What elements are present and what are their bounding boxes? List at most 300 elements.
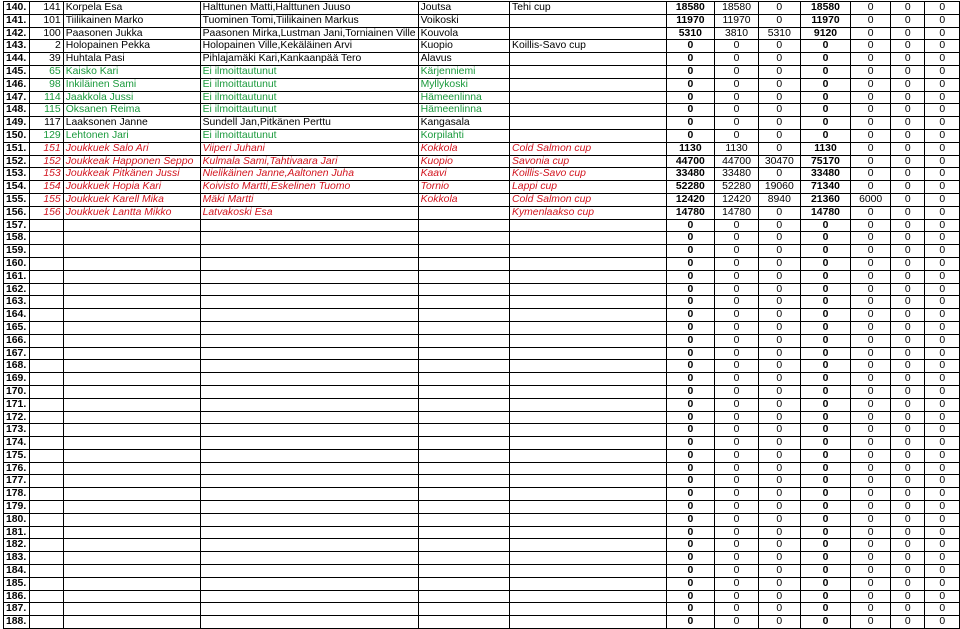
score-cell-6: 0 — [890, 360, 924, 373]
cup-name-cell: Koillis-Savo cup — [510, 168, 667, 181]
score-cell-6: 0 — [890, 488, 924, 501]
entry-number-cell: 39 — [29, 53, 63, 66]
score-cell-5: 0 — [851, 245, 891, 258]
score-cell-6: 0 — [890, 296, 924, 309]
score-cell-1: 0 — [666, 462, 715, 475]
skipper-name-cell — [63, 475, 200, 488]
skipper-name-cell — [63, 360, 200, 373]
position-cell: 161. — [4, 270, 30, 283]
score-cell-3: 0 — [758, 411, 800, 424]
score-cell-1: 0 — [666, 257, 715, 270]
score-cell-6: 0 — [890, 411, 924, 424]
position-cell: 167. — [4, 347, 30, 360]
score-cell-2: 1130 — [715, 142, 759, 155]
score-cell-5: 0 — [851, 181, 891, 194]
score-cell-2: 0 — [715, 53, 759, 66]
hometown-cell — [418, 296, 509, 309]
score-cell-5: 0 — [851, 488, 891, 501]
score-cell-7: 0 — [925, 193, 960, 206]
score-cell-5: 0 — [851, 360, 891, 373]
score-cell-5: 0 — [851, 129, 891, 142]
cup-name-cell — [510, 526, 667, 539]
crew-names-cell: Pihlajamäki Kari,Kankaanpää Tero — [200, 53, 418, 66]
score-cell-3: 0 — [758, 117, 800, 130]
score-cell-6: 0 — [890, 142, 924, 155]
entry-number-cell — [29, 334, 63, 347]
position-cell: 173. — [4, 424, 30, 437]
table-row — [4, 168, 960, 181]
position-cell: 140. — [4, 2, 30, 15]
score-cell-6: 0 — [890, 373, 924, 386]
score-cell-5: 0 — [851, 373, 891, 386]
hometown-cell — [418, 424, 509, 437]
score-cell-5: 0 — [851, 14, 891, 27]
score-cell-6: 0 — [890, 168, 924, 181]
score-cell-6: 0 — [890, 309, 924, 322]
crew-names-cell — [200, 245, 418, 258]
score-cell-6: 0 — [890, 462, 924, 475]
score-cell-3: 0 — [758, 104, 800, 117]
score-cell-4: 0 — [800, 577, 851, 590]
score-cell-5: 0 — [851, 321, 891, 334]
score-cell-7: 0 — [925, 168, 960, 181]
score-cell-3: 30470 — [758, 155, 800, 168]
skipper-name-cell — [63, 257, 200, 270]
cup-name-cell — [510, 398, 667, 411]
score-cell-1: 0 — [666, 78, 715, 91]
crew-names-cell: Kulmala Sami,Tahtivaara Jari — [200, 155, 418, 168]
score-cell-3: 0 — [758, 347, 800, 360]
score-cell-3: 5310 — [758, 27, 800, 40]
score-cell-5: 0 — [851, 334, 891, 347]
score-cell-7: 0 — [925, 603, 960, 616]
score-cell-1: 0 — [666, 321, 715, 334]
cup-name-cell — [510, 78, 667, 91]
table-row — [4, 155, 960, 168]
table-row — [4, 462, 960, 475]
score-cell-2: 12420 — [715, 193, 759, 206]
crew-names-cell — [200, 360, 418, 373]
score-cell-2: 18580 — [715, 2, 759, 15]
score-cell-6: 0 — [890, 206, 924, 219]
entry-number-cell: 154 — [29, 181, 63, 194]
cup-name-cell — [510, 309, 667, 322]
score-cell-4: 21360 — [800, 193, 851, 206]
score-cell-7: 0 — [925, 526, 960, 539]
position-cell: 151. — [4, 142, 30, 155]
skipper-name-cell — [63, 232, 200, 245]
skipper-name-cell: Tiilikainen Marko — [63, 14, 200, 27]
score-cell-7: 0 — [925, 321, 960, 334]
score-cell-5: 0 — [851, 27, 891, 40]
score-cell-5: 0 — [851, 206, 891, 219]
score-cell-6: 0 — [890, 40, 924, 53]
score-cell-4: 0 — [800, 219, 851, 232]
cup-name-cell — [510, 245, 667, 258]
hometown-cell — [418, 270, 509, 283]
position-cell: 150. — [4, 129, 30, 142]
score-cell-1: 1130 — [666, 142, 715, 155]
table-row — [4, 398, 960, 411]
crew-names-cell — [200, 488, 418, 501]
cup-name-cell — [510, 270, 667, 283]
score-cell-2: 11970 — [715, 14, 759, 27]
table-row — [4, 360, 960, 373]
position-cell: 164. — [4, 309, 30, 322]
score-cell-6: 0 — [890, 590, 924, 603]
entry-number-cell — [29, 526, 63, 539]
position-cell: 144. — [4, 53, 30, 66]
hometown-cell: Kuopio — [418, 40, 509, 53]
score-cell-7: 0 — [925, 565, 960, 578]
score-cell-5: 6000 — [851, 193, 891, 206]
score-cell-5: 0 — [851, 437, 891, 450]
table-row — [4, 181, 960, 194]
score-cell-1: 0 — [666, 411, 715, 424]
score-cell-4: 0 — [800, 296, 851, 309]
hometown-cell — [418, 232, 509, 245]
skipper-name-cell — [63, 590, 200, 603]
score-cell-6: 0 — [890, 245, 924, 258]
score-cell-4: 0 — [800, 91, 851, 104]
score-cell-1: 44700 — [666, 155, 715, 168]
crew-names-cell — [200, 385, 418, 398]
score-cell-7: 0 — [925, 27, 960, 40]
score-cell-3: 8940 — [758, 193, 800, 206]
score-cell-7: 0 — [925, 104, 960, 117]
score-cell-5: 0 — [851, 411, 891, 424]
score-cell-1: 0 — [666, 475, 715, 488]
score-cell-7: 0 — [925, 65, 960, 78]
score-cell-6: 0 — [890, 501, 924, 514]
hometown-cell — [418, 475, 509, 488]
entry-number-cell: 65 — [29, 65, 63, 78]
score-cell-2: 0 — [715, 603, 759, 616]
score-cell-4: 0 — [800, 488, 851, 501]
crew-names-cell — [200, 437, 418, 450]
cup-name-cell — [510, 65, 667, 78]
score-cell-3: 0 — [758, 257, 800, 270]
score-cell-4: 0 — [800, 539, 851, 552]
score-cell-4: 0 — [800, 385, 851, 398]
score-cell-5: 0 — [851, 513, 891, 526]
score-cell-1: 0 — [666, 40, 715, 53]
hometown-cell: Kokkola — [418, 142, 509, 155]
score-cell-3: 0 — [758, 2, 800, 15]
crew-names-cell — [200, 398, 418, 411]
cup-name-cell — [510, 501, 667, 514]
score-cell-6: 0 — [890, 155, 924, 168]
position-cell: 187. — [4, 603, 30, 616]
score-cell-3: 0 — [758, 603, 800, 616]
score-cell-4: 0 — [800, 309, 851, 322]
crew-names-cell: Halttunen Matti,Halttunen Juuso — [200, 2, 418, 15]
hometown-cell — [418, 449, 509, 462]
score-cell-4: 0 — [800, 373, 851, 386]
score-cell-7: 0 — [925, 78, 960, 91]
score-cell-3: 19060 — [758, 181, 800, 194]
crew-names-cell: Tuominen Tomi,Tiilikainen Markus — [200, 14, 418, 27]
position-cell: 159. — [4, 245, 30, 258]
crew-names-cell — [200, 232, 418, 245]
score-cell-1: 0 — [666, 65, 715, 78]
score-cell-5: 0 — [851, 398, 891, 411]
cup-name-cell — [510, 552, 667, 565]
entry-number-cell — [29, 488, 63, 501]
table-row — [4, 104, 960, 117]
score-cell-7: 0 — [925, 360, 960, 373]
score-cell-5: 0 — [851, 462, 891, 475]
table-row — [4, 257, 960, 270]
cup-name-cell — [510, 488, 667, 501]
skipper-name-cell — [63, 513, 200, 526]
skipper-name-cell — [63, 552, 200, 565]
cup-name-cell: Kymenlaakso cup — [510, 206, 667, 219]
score-cell-1: 52280 — [666, 181, 715, 194]
crew-names-cell — [200, 590, 418, 603]
crew-names-cell — [200, 309, 418, 322]
hometown-cell — [418, 501, 509, 514]
position-cell: 186. — [4, 590, 30, 603]
position-cell: 171. — [4, 398, 30, 411]
score-cell-7: 0 — [925, 437, 960, 450]
hometown-cell — [418, 437, 509, 450]
score-cell-6: 0 — [890, 449, 924, 462]
hometown-cell — [418, 321, 509, 334]
cup-name-cell: Cold Salmon cup — [510, 142, 667, 155]
skipper-name-cell: Lehtonen Jari — [63, 129, 200, 142]
score-cell-7: 0 — [925, 385, 960, 398]
score-cell-4: 0 — [800, 65, 851, 78]
cup-name-cell — [510, 462, 667, 475]
position-cell: 166. — [4, 334, 30, 347]
score-cell-2: 0 — [715, 398, 759, 411]
entry-number-cell — [29, 347, 63, 360]
table-row — [4, 590, 960, 603]
hometown-cell: Myllykoski — [418, 78, 509, 91]
entry-number-cell — [29, 565, 63, 578]
crew-names-cell — [200, 373, 418, 386]
score-cell-2: 3810 — [715, 27, 759, 40]
hometown-cell — [418, 590, 509, 603]
score-cell-2: 0 — [715, 321, 759, 334]
skipper-name-cell — [63, 347, 200, 360]
score-cell-7: 0 — [925, 475, 960, 488]
table-row — [4, 27, 960, 40]
cup-name-cell — [510, 232, 667, 245]
score-cell-3: 0 — [758, 475, 800, 488]
crew-names-cell — [200, 577, 418, 590]
table-row — [4, 65, 960, 78]
table-row — [4, 53, 960, 66]
table-row — [4, 539, 960, 552]
score-cell-7: 0 — [925, 117, 960, 130]
crew-names-cell — [200, 334, 418, 347]
crew-names-cell — [200, 449, 418, 462]
skipper-name-cell — [63, 424, 200, 437]
score-cell-6: 0 — [890, 347, 924, 360]
score-cell-7: 0 — [925, 155, 960, 168]
crew-names-cell — [200, 347, 418, 360]
score-cell-3: 0 — [758, 14, 800, 27]
score-cell-4: 18580 — [800, 2, 851, 15]
skipper-name-cell: Joukkuek Karell Mika — [63, 193, 200, 206]
crew-names-cell — [200, 475, 418, 488]
table-row — [4, 513, 960, 526]
position-cell: 157. — [4, 219, 30, 232]
score-cell-5: 0 — [851, 552, 891, 565]
score-cell-1: 0 — [666, 526, 715, 539]
entry-number-cell: 100 — [29, 27, 63, 40]
entry-number-cell — [29, 577, 63, 590]
score-cell-2: 0 — [715, 347, 759, 360]
hometown-cell: Tornio — [418, 181, 509, 194]
score-cell-7: 0 — [925, 552, 960, 565]
crew-names-cell: Ei ilmoittautunut — [200, 104, 418, 117]
score-cell-3: 0 — [758, 78, 800, 91]
score-cell-1: 0 — [666, 616, 715, 629]
score-cell-4: 0 — [800, 360, 851, 373]
table-row — [4, 347, 960, 360]
score-cell-6: 0 — [890, 270, 924, 283]
entry-number-cell — [29, 245, 63, 258]
score-cell-2: 52280 — [715, 181, 759, 194]
entry-number-cell — [29, 501, 63, 514]
table-row — [4, 577, 960, 590]
cup-name-cell — [510, 424, 667, 437]
score-cell-3: 0 — [758, 91, 800, 104]
position-cell: 155. — [4, 193, 30, 206]
table-row — [4, 437, 960, 450]
cup-name-cell — [510, 437, 667, 450]
position-cell: 175. — [4, 449, 30, 462]
score-cell-1: 0 — [666, 590, 715, 603]
score-cell-2: 0 — [715, 334, 759, 347]
score-cell-2: 44700 — [715, 155, 759, 168]
score-cell-2: 0 — [715, 245, 759, 258]
score-cell-5: 0 — [851, 577, 891, 590]
score-cell-1: 33480 — [666, 168, 715, 181]
hometown-cell: Kangasala — [418, 117, 509, 130]
score-cell-3: 0 — [758, 283, 800, 296]
score-cell-5: 0 — [851, 142, 891, 155]
score-cell-3: 0 — [758, 129, 800, 142]
entry-number-cell: 114 — [29, 91, 63, 104]
score-cell-4: 75170 — [800, 155, 851, 168]
score-cell-7: 0 — [925, 411, 960, 424]
cup-name-cell — [510, 385, 667, 398]
cup-name-cell — [510, 257, 667, 270]
skipper-name-cell: Joukkeak Happonen Seppo — [63, 155, 200, 168]
score-cell-6: 0 — [890, 616, 924, 629]
score-cell-1: 0 — [666, 347, 715, 360]
skipper-name-cell: Joukkuek Salo Ari — [63, 142, 200, 155]
score-cell-2: 0 — [715, 539, 759, 552]
score-cell-7: 0 — [925, 590, 960, 603]
position-cell: 181. — [4, 526, 30, 539]
hometown-cell: Joutsa — [418, 2, 509, 15]
score-cell-7: 0 — [925, 424, 960, 437]
score-cell-7: 0 — [925, 296, 960, 309]
entry-number-cell: 155 — [29, 193, 63, 206]
table-row — [4, 488, 960, 501]
score-cell-1: 0 — [666, 577, 715, 590]
position-cell: 143. — [4, 40, 30, 53]
position-cell: 170. — [4, 385, 30, 398]
score-cell-1: 0 — [666, 398, 715, 411]
score-cell-5: 0 — [851, 232, 891, 245]
score-cell-5: 0 — [851, 270, 891, 283]
score-cell-3: 0 — [758, 142, 800, 155]
hometown-cell — [418, 373, 509, 386]
hometown-cell: Hämeenlinna — [418, 91, 509, 104]
score-cell-3: 0 — [758, 577, 800, 590]
crew-names-cell — [200, 411, 418, 424]
entry-number-cell: 2 — [29, 40, 63, 53]
score-cell-2: 0 — [715, 283, 759, 296]
score-cell-2: 0 — [715, 552, 759, 565]
entry-number-cell: 117 — [29, 117, 63, 130]
hometown-cell: Kouvola — [418, 27, 509, 40]
skipper-name-cell — [63, 270, 200, 283]
score-cell-6: 0 — [890, 321, 924, 334]
score-cell-2: 0 — [715, 462, 759, 475]
position-cell: 172. — [4, 411, 30, 424]
score-cell-3: 0 — [758, 488, 800, 501]
skipper-name-cell: Joukkuek Hopia Kari — [63, 181, 200, 194]
cup-name-cell — [510, 334, 667, 347]
score-cell-1: 0 — [666, 104, 715, 117]
score-cell-3: 0 — [758, 552, 800, 565]
score-cell-2: 0 — [715, 616, 759, 629]
score-cell-2: 0 — [715, 309, 759, 322]
score-cell-4: 0 — [800, 590, 851, 603]
score-cell-4: 0 — [800, 129, 851, 142]
score-cell-7: 0 — [925, 283, 960, 296]
cup-name-cell: Tehi cup — [510, 2, 667, 15]
position-cell: 176. — [4, 462, 30, 475]
crew-names-cell — [200, 539, 418, 552]
score-cell-7: 0 — [925, 488, 960, 501]
score-cell-3: 0 — [758, 296, 800, 309]
score-cell-3: 0 — [758, 539, 800, 552]
score-cell-4: 0 — [800, 603, 851, 616]
table-row — [4, 206, 960, 219]
cup-name-cell — [510, 373, 667, 386]
cup-name-cell — [510, 91, 667, 104]
table-row — [4, 411, 960, 424]
entry-number-cell — [29, 360, 63, 373]
table-row — [4, 373, 960, 386]
entry-number-cell — [29, 552, 63, 565]
score-cell-2: 0 — [715, 449, 759, 462]
entry-number-cell: 153 — [29, 168, 63, 181]
score-cell-2: 0 — [715, 360, 759, 373]
skipper-name-cell: Huhtala Pasi — [63, 53, 200, 66]
hometown-cell — [418, 283, 509, 296]
position-cell: 174. — [4, 437, 30, 450]
score-cell-5: 0 — [851, 309, 891, 322]
score-cell-1: 5310 — [666, 27, 715, 40]
score-cell-6: 0 — [890, 219, 924, 232]
score-cell-7: 0 — [925, 142, 960, 155]
cup-name-cell — [510, 14, 667, 27]
skipper-name-cell — [63, 488, 200, 501]
cup-name-cell: Cold Salmon cup — [510, 193, 667, 206]
score-cell-1: 0 — [666, 488, 715, 501]
score-cell-1: 0 — [666, 437, 715, 450]
crew-names-cell — [200, 513, 418, 526]
